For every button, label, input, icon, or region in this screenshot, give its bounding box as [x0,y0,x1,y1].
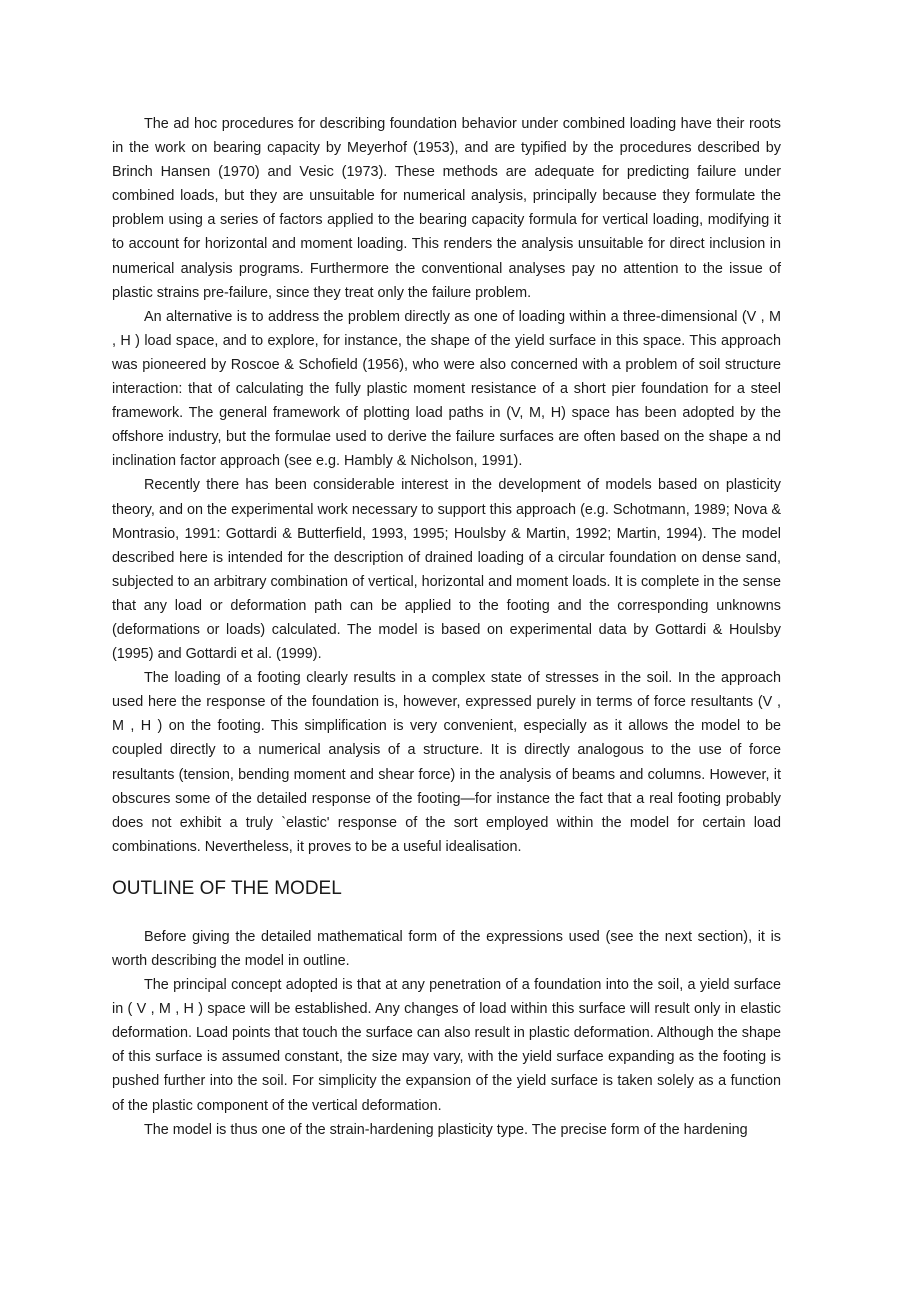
section-heading-outline: OUTLINE OF THE MODEL [112,877,342,899]
paragraph-footing-loading: The loading of a footing clearly results in a complex state of stresses in the soil. In the approach used here the response of the foundation is, however, expressed purely in terms of force resultants (V , M , H ) on the footing. This simplification is very convenient, especially as it allows the model to be coupled directly to a numerical analysis of a structure. It is directly analogous to the use of force resultants (tension, bending moment and shear force) in the analysis of beams and columns. However, it obscures some of the detailed response of the footing—for instance the fact that a real footing probably does not exhibit a truly `elastic' response of the sort employed within the model for certain load combinations. Nevertheless, it proves to be a useful idealisation. [112,670,781,855]
document-body [112,112,781,1142]
paragraph-ad-hoc-procedures: The ad hoc procedures for describing foundation behavior under combined loading have their roots in the work on bearing capacity by Meyerhof (1953), and are typified by the procedures described by Brinch Hansen (1970) and Vesic (1973). These methods are adequate for predicting failure under combined loads, but they are unsuitable for numerical analysis, principally because they formulate the problem using a series of factors applied to the bearing capacity formula for vertical loading, modifying it to account for horizontal and moment loading. This renders the analysis unsuitable for direct inclusion in numerical analysis programs. Furthermore the conventional analyses pay no attention to the issue of plastic strains pre-failure, since they treat only the failure problem. [112,116,781,301]
paragraph-alternative-approach: An alternative is to address the problem directly as one of loading within a three-dimensional (V , M , H ) load space, and to explore, for instance, the shape of the yield surface in this space. This approach was pioneered by Roscoe & Schofield (1956), who were also concerned with a problem of soil structure interaction: that of calculating the fully plastic moment resistance of a short pier foundation for a steel framework. The general framework of plotting load paths in (V, M, H) space has been adopted by the offshore industry, but the formulae used to derive the failure surfaces are often based on the shape a nd inclination factor approach (see e.g. Hambly & Nicholson, 1991). [112,308,781,470]
paragraph-recent-interest: Recently there has been considerable interest in the development of models based on plasticity theory, and on the experimental work necessary to support this approach (e.g. Schotmann, 1989; Nova & Montrasio, 1991: Gottardi & Butterfield, 1993, 1995; Houlsby & Martin, 1992; Martin, 1994). The model described here is intended for the description of drained loading of a circular foundation on dense sand, subjected to an arbitrary combination of vertical, horizontal and moment loads. It is complete in the sense that any load or deformation path can be applied to the footing and the corresponding unknowns (deformations or loads) calculated. The model is based on experimental data by Gottardi & Houlsby (1995) and Gottardi et al. (1999). [112,477,781,663]
paragraph-outline-intro: Before giving the detailed mathematical form of the expressions used (see the next section), it is worth describing the model in outline. [112,928,781,969]
paragraph-strain-hardening: The model is thus one of the strain-hardening plasticity type. The precise form of the hardening [144,1121,748,1138]
paragraph-principal-concept: The principal concept adopted is that at any penetration of a foundation into the soil, a yield surface in ( V , M , H ) space will be established. Any changes of load within this surface will result only in elastic deformation. Load points that touch the surface can also result in plastic deformation. Although the shape of this surface is assumed constant, the size may vary, with the yield surface expanding as the footing is pushed further into the soil. For simplicity the expansion of the yield surface is taken solely as a function of the plastic component of the vertical deformation. [112,977,781,1114]
